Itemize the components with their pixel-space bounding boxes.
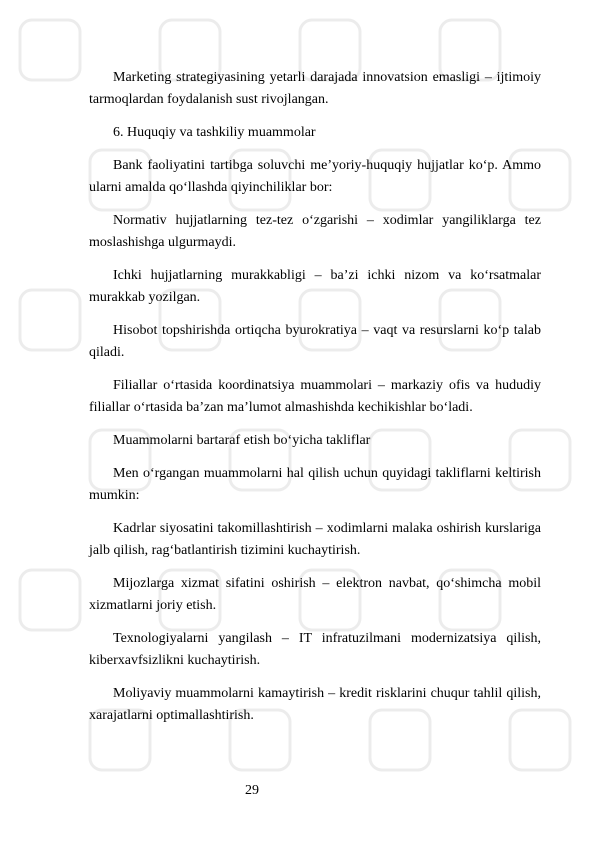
section-heading: 6. Huquqiy va tashkiliy muammolar	[113, 125, 316, 140]
paragraph: Filiallar o‘rtasida koordinatsiya muammolari – markaziy ofis va hududiy filiallar o‘rtasida ba’zan ma’lumot almashishda kechikishlar bo‘ladi.	[89, 378, 541, 415]
paragraph: Hisobot topshirishda ortiqcha byurokratiya – vaqt va resurslarni ko‘p talab qiladi.	[89, 323, 541, 360]
paragraph: Men o‘rgangan muammolarni hal qilish uchun quyidagi takliflarni keltirish mumkin:	[89, 466, 541, 503]
section-heading: Muammolarni bartaraf etish bo‘yicha takliflar	[113, 433, 371, 448]
paragraph: Texnologiyalarni yangilash – IT infratuzilmani modernizatsiya qilish, kiberxavfsizlikni kuchaytirish.	[89, 631, 541, 668]
paragraph: Kadrlar siyosatini takomillashtirish – xodimlarni malaka oshirish kurslariga jalb qilish, rag‘batlantirish tizimini kuchaytirish.	[89, 521, 541, 558]
paragraph: Ichki hujjatlarning murakkabligi – ba’zi ichki nizom va ko‘rsatmalar murakkab yozilgan.	[89, 268, 541, 305]
paragraph: Bank faoliyatini tartibga soluvchi me’yoriy-huquqiy hujjatlar ko‘p. Ammo ularni amalda qo‘llashda qiyinchiliklar bor:	[89, 158, 541, 195]
paragraph: Mijozlarga xizmat sifatini oshirish – elektron navbat, qo‘shimcha mobil xizmatlarni joriy etish.	[89, 576, 541, 613]
paragraph: Moliyaviy muammolarni kamaytirish – kredit risklarini chuqur tahlil qilish, xarajatlarni optimallashtirish.	[89, 686, 541, 723]
page-number: 29	[245, 783, 259, 798]
paragraph: Normativ hujjatlarning tez-tez o‘zgarishi – xodimlar yangiliklarga tez moslashishga ulgurmaydi.	[89, 213, 541, 250]
paragraph: Marketing strategiyasining yetarli darajada innovatsion emasligi – ijtimoiy tarmoqlardan foydalanish sust rivojlangan.	[89, 70, 541, 107]
document-body	[89, 67, 541, 738]
